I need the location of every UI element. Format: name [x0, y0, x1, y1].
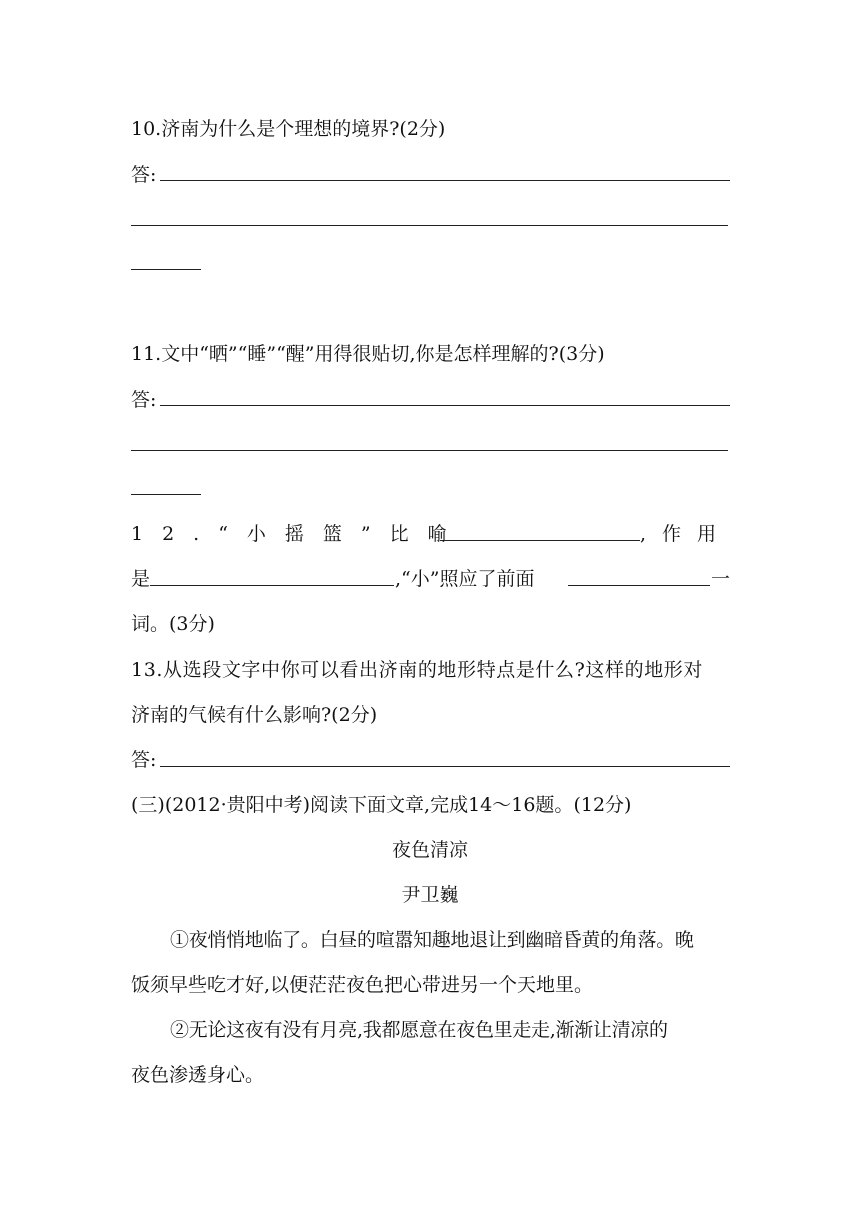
- answer-blank-10-line3[interactable]: [131, 269, 201, 270]
- question-12-part3: 词。(3分): [131, 613, 215, 635]
- question-12-part2-prefix: 是: [131, 568, 151, 590]
- article-title: 夜色清凉: [391, 839, 468, 861]
- paragraph-1-line2: 饭须早些吃才好,以便茫茫夜色把心带进另一个天地里。: [131, 974, 594, 996]
- blank-12-metaphor[interactable]: [440, 540, 640, 541]
- answer-blank-10-line2[interactable]: [131, 225, 728, 226]
- answer-blank-11-line3[interactable]: [131, 494, 201, 495]
- answer-label-11: 答:: [131, 389, 157, 411]
- question-12-part1-suffix: ,作用: [640, 523, 733, 545]
- question-12-part2-mid: ,“小”照应了前面: [395, 568, 535, 590]
- blank-12-echo[interactable]: [568, 585, 710, 586]
- answer-label-13: 答:: [131, 749, 157, 771]
- question-12-part2-suffix: 一: [711, 568, 731, 590]
- paragraph-2-line1: ②无论这夜有没有月亮,我都愿意在夜色里走走,渐渐让清凉的: [170, 1019, 668, 1041]
- answer-label-10: 答:: [131, 164, 157, 186]
- paragraph-2-line2: 夜色渗透身心。: [131, 1064, 265, 1086]
- blank-12-function[interactable]: [150, 585, 394, 586]
- article-author: 尹卫巍: [401, 884, 459, 906]
- question-13-line1: 13.从选段文字中你可以看出济南的地形特点是什么?这样的地形对: [131, 659, 704, 681]
- answer-blank-13-line1[interactable]: [160, 766, 730, 767]
- question-13-line2: 济南的气候有什么影响?(2分): [131, 704, 378, 726]
- paragraph-1-line1: ①夜悄悄地临了。白昼的喧嚣知趣地退让到幽暗昏黄的角落。晚: [170, 929, 694, 951]
- answer-blank-11-line1[interactable]: [160, 405, 730, 406]
- answer-blank-10-line1[interactable]: [160, 180, 730, 181]
- question-12-part1: 12.“小摇篮”比喻: [131, 523, 466, 545]
- section-3-heading: (三)(2012·贵阳中考)阅读下面文章,完成14～16题。(12分): [131, 794, 632, 816]
- question-10: 10.济南为什么是个理想的境界?(2分): [131, 118, 446, 140]
- answer-blank-11-line2[interactable]: [131, 450, 728, 451]
- question-11: 11.文中“晒”“睡”“醒”用得很贴切,你是怎样理解的?(3分): [131, 343, 605, 365]
